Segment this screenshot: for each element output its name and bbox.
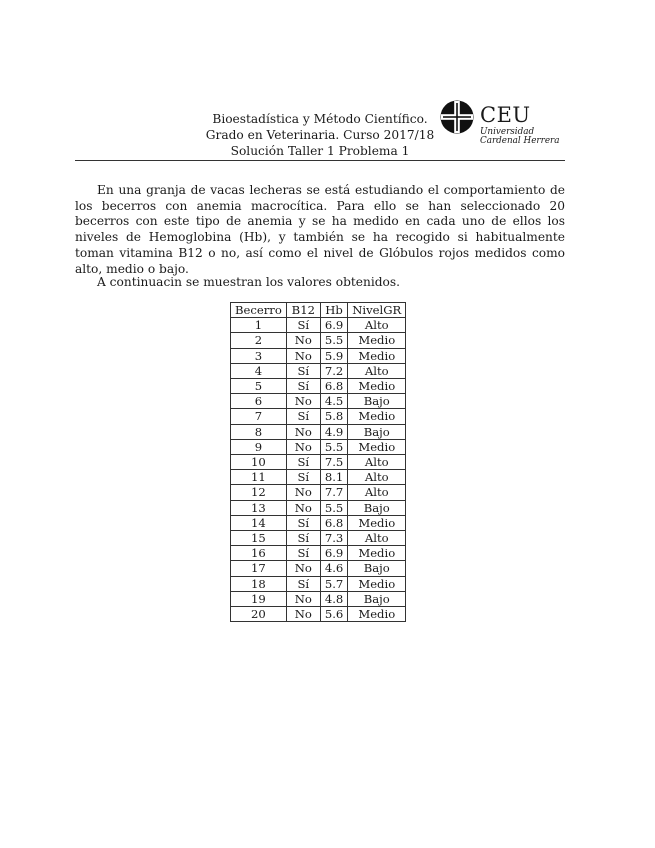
cell-becerro: 20 — [231, 607, 287, 622]
cell-nivelgr: Medio — [348, 515, 406, 530]
cell-hb: 7.5 — [320, 455, 347, 470]
cell-hb: 7.7 — [320, 485, 347, 500]
logo-university-text — [480, 128, 559, 146]
cell-hb: 5.7 — [320, 576, 347, 591]
table-body — [231, 318, 406, 622]
cell-hb: 5.8 — [320, 409, 347, 424]
column-header-nivelgr: NivelGR — [348, 303, 406, 318]
cell-nivelgr: Alto — [348, 363, 406, 378]
header-degree-year: Grado en Veterinaria. Curso 2017/18 — [205, 128, 435, 142]
table-row — [231, 394, 406, 409]
cell-hb: 7.2 — [320, 363, 347, 378]
table-row — [231, 470, 406, 485]
cell-becerro: 15 — [231, 531, 287, 546]
table-row — [231, 348, 406, 363]
cell-becerro: 13 — [231, 500, 287, 515]
cell-b12: No — [286, 333, 320, 348]
cell-becerro: 4 — [231, 363, 287, 378]
cell-b12: No — [286, 561, 320, 576]
cell-hb: 6.9 — [320, 318, 347, 333]
table-row — [231, 485, 406, 500]
cell-b12: Sí — [286, 409, 320, 424]
cell-b12: No — [286, 485, 320, 500]
cell-b12: No — [286, 394, 320, 409]
problem-statement: En una granja de vacas lecheras se está estudiando el comportamiento de los becerros con anemia macrocítica. Para ello se han seleccionado 20 becerros con este tipo de anemia y se ha medido en cada uno de ellos los niveles de Hemoglobina (Hb), y también se ha recogido si habitualmente toman vitamina B12 o no, así como el nivel de Glóbulos rojos medidos como alto, medio o bajo. — [75, 183, 565, 276]
cell-becerro: 19 — [231, 591, 287, 606]
cell-b12: Sí — [286, 363, 320, 378]
cell-becerro: 14 — [231, 515, 287, 530]
cell-b12: Sí — [286, 455, 320, 470]
cell-nivelgr: Alto — [348, 470, 406, 485]
cell-b12: No — [286, 607, 320, 622]
cell-hb: 5.9 — [320, 348, 347, 363]
cell-b12: No — [286, 439, 320, 454]
cell-hb: 4.8 — [320, 591, 347, 606]
cell-becerro: 10 — [231, 455, 287, 470]
cell-nivelgr: Medio — [348, 409, 406, 424]
table-row — [231, 607, 406, 622]
cell-hb: 5.6 — [320, 607, 347, 622]
table-row — [231, 591, 406, 606]
cell-nivelgr: Medio — [348, 439, 406, 454]
table-row — [231, 546, 406, 561]
document-header — [195, 111, 445, 159]
cell-nivelgr: Bajo — [348, 394, 406, 409]
cell-becerro: 17 — [231, 561, 287, 576]
column-header-hb: Hb — [320, 303, 347, 318]
logo-university-line1: Universidad — [480, 127, 535, 137]
cell-nivelgr: Bajo — [348, 500, 406, 515]
cell-becerro: 1 — [231, 318, 287, 333]
cell-nivelgr: Alto — [348, 485, 406, 500]
header-divider — [75, 160, 565, 161]
logo-brand-text: CEU — [480, 103, 531, 127]
cell-hb: 6.9 — [320, 546, 347, 561]
table-row — [231, 515, 406, 530]
cell-nivelgr: Alto — [348, 318, 406, 333]
cell-becerro: 12 — [231, 485, 287, 500]
cell-nivelgr: Alto — [348, 455, 406, 470]
header-problem-title: Solución Taller 1 Problema 1 — [230, 144, 410, 158]
table-row — [231, 576, 406, 591]
cell-b12: No — [286, 424, 320, 439]
cell-becerro: 3 — [231, 348, 287, 363]
table-header-row — [231, 303, 406, 318]
cell-hb: 6.8 — [320, 379, 347, 394]
cell-becerro: 16 — [231, 546, 287, 561]
cell-nivelgr: Bajo — [348, 424, 406, 439]
cell-becerro: 6 — [231, 394, 287, 409]
data-table — [230, 302, 406, 622]
table-row — [231, 439, 406, 454]
table-row — [231, 318, 406, 333]
cell-nivelgr: Alto — [348, 531, 406, 546]
table-row — [231, 455, 406, 470]
cell-becerro: 8 — [231, 424, 287, 439]
cell-becerro: 7 — [231, 409, 287, 424]
table-row — [231, 363, 406, 378]
cell-nivelgr: Medio — [348, 607, 406, 622]
table-row — [231, 424, 406, 439]
cell-hb: 7.3 — [320, 531, 347, 546]
cell-b12: No — [286, 348, 320, 363]
cell-becerro: 18 — [231, 576, 287, 591]
column-header-becerro: Becerro — [231, 303, 287, 318]
cell-b12: Sí — [286, 546, 320, 561]
table-intro: A continuacin se muestran los valores obtenidos. — [97, 275, 401, 289]
cell-hb: 4.9 — [320, 424, 347, 439]
cell-nivelgr: Medio — [348, 546, 406, 561]
cell-hb: 4.5 — [320, 394, 347, 409]
table-row — [231, 500, 406, 515]
cell-nivelgr: Bajo — [348, 561, 406, 576]
ceu-cross-icon — [440, 100, 474, 134]
cell-nivelgr: Medio — [348, 576, 406, 591]
cell-hb: 5.5 — [320, 500, 347, 515]
cell-b12: No — [286, 591, 320, 606]
cell-b12: Sí — [286, 470, 320, 485]
ceu-logo — [440, 100, 560, 150]
cell-hb: 6.8 — [320, 515, 347, 530]
cell-becerro: 2 — [231, 333, 287, 348]
cell-hb: 5.5 — [320, 439, 347, 454]
cell-hb: 5.5 — [320, 333, 347, 348]
header-course-title: Bioestadística y Método Científico. — [212, 112, 428, 126]
table-row — [231, 379, 406, 394]
table-row — [231, 409, 406, 424]
cell-nivelgr: Medio — [348, 333, 406, 348]
cell-nivelgr: Medio — [348, 348, 406, 363]
cell-b12: Sí — [286, 379, 320, 394]
cell-becerro: 5 — [231, 379, 287, 394]
cell-becerro: 9 — [231, 439, 287, 454]
cell-nivelgr: Medio — [348, 379, 406, 394]
column-header-b12: B12 — [286, 303, 320, 318]
table-row — [231, 561, 406, 576]
cell-b12: Sí — [286, 576, 320, 591]
cell-b12: Sí — [286, 318, 320, 333]
cell-hb: 4.6 — [320, 561, 347, 576]
cell-hb: 8.1 — [320, 470, 347, 485]
cell-b12: Sí — [286, 515, 320, 530]
table-row — [231, 333, 406, 348]
cell-b12: No — [286, 500, 320, 515]
cell-becerro: 11 — [231, 470, 287, 485]
cell-nivelgr: Bajo — [348, 591, 406, 606]
cell-b12: Sí — [286, 531, 320, 546]
logo-university-line2: Cardenal Herrera — [480, 136, 560, 146]
table-row — [231, 531, 406, 546]
